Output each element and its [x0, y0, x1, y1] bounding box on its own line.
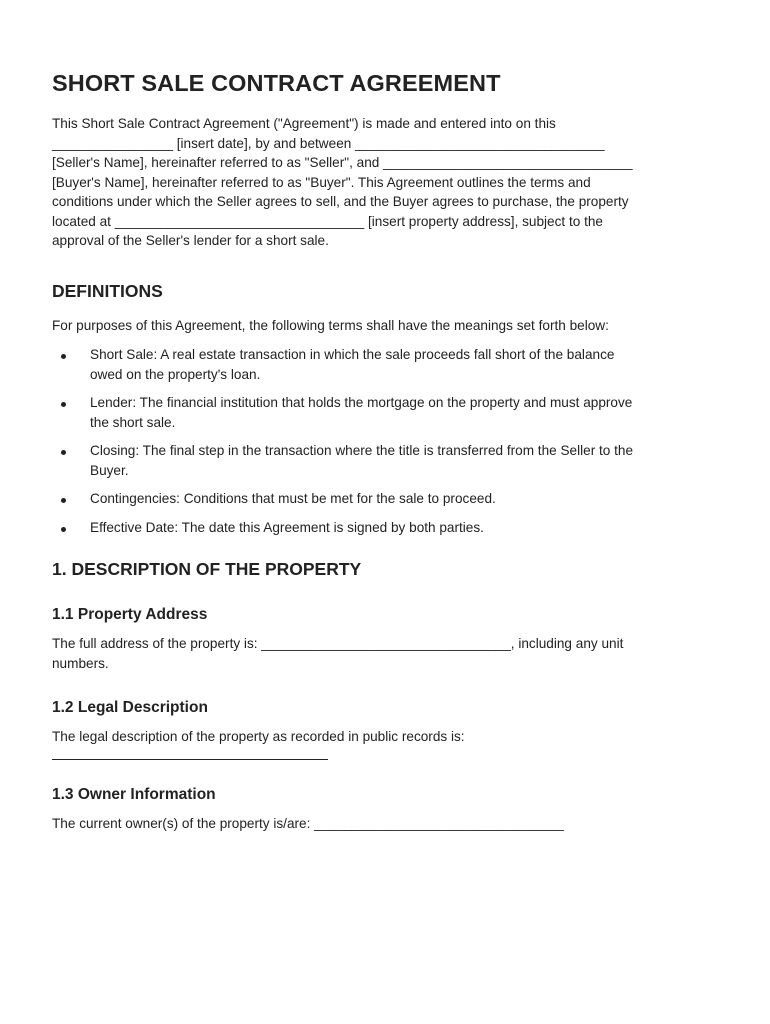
section-1-heading: 1. DESCRIPTION OF THE PROPERTY	[52, 559, 362, 579]
intro-line: ________________ [insert date], by and between _________________________________	[52, 135, 605, 151]
property-address-text	[52, 634, 722, 673]
legal-description-subsection	[52, 699, 722, 760]
list-item	[52, 393, 722, 432]
property-address-heading: 1.1 Property Address	[52, 606, 208, 623]
intro-line: approval of the Seller's lender for a short sale.	[52, 233, 329, 248]
property-address-line: The full address of the property is: _________________________________, including any unit	[52, 636, 624, 651]
definitions-section	[52, 281, 722, 538]
owner-information-subsection	[52, 786, 722, 834]
legal-description-blank-line	[52, 747, 328, 760]
definition-line: Short Sale: A real estate transaction in which the sale proceeds fall short of the balance	[90, 347, 615, 362]
property-description-section	[52, 559, 722, 833]
bullet-icon	[61, 450, 66, 455]
list-item	[52, 345, 722, 384]
intro-line: This Short Sale Contract Agreement ("Agreement") is made and entered into on this	[52, 116, 556, 131]
definition-line: Buyer.	[90, 462, 129, 478]
owner-information-heading: 1.3 Owner Information	[52, 785, 216, 803]
definition-line: Effective Date: The date this Agreement is signed by both parties.	[90, 519, 484, 535]
bullet-icon	[61, 527, 66, 532]
list-item	[52, 441, 722, 480]
definitions-lead: For purposes of this Agreement, the following terms shall have the meanings set forth below:	[52, 317, 609, 333]
definition-line: the short sale.	[90, 414, 176, 430]
intro-line: conditions under which the Seller agrees to sell, and the Buyer agrees to purchase, the property	[52, 194, 629, 209]
definitions-heading: DEFINITIONS	[52, 280, 163, 301]
definition-line: Closing: The final step in the transaction where the title is transferred from the Seller to the	[90, 443, 634, 458]
definition-line: Lender: The financial institution that holds the mortgage on the property and must approve	[90, 395, 633, 410]
property-address-line: numbers.	[52, 655, 109, 671]
legal-description-heading: 1.2 Legal Description	[52, 699, 208, 716]
legal-description-text: The legal description of the property as recorded in public records is:	[52, 729, 465, 744]
property-address-subsection	[52, 606, 722, 673]
bullet-icon	[61, 402, 66, 407]
definition-line: owed on the property's loan.	[90, 366, 261, 382]
bullet-icon	[61, 498, 66, 503]
intro-line: located at _________________________________ [insert property address], subject to the	[52, 213, 603, 229]
definitions-list	[52, 345, 722, 537]
intro-line: [Buyer's Name], hereinafter referred to as "Buyer". This Agreement outlines the terms and	[52, 174, 591, 190]
document-title: SHORT SALE CONTRACT AGREEMENT	[52, 70, 501, 96]
intro-paragraph	[52, 114, 722, 251]
intro-line: [Seller's Name], hereinafter referred to as "Seller", and _________________________________	[52, 155, 633, 170]
definition-line: Contingencies: Conditions that must be met for the sale to proceed.	[90, 491, 496, 506]
owner-information-text: The current owner(s) of the property is/are: _________________________________	[52, 815, 564, 831]
document-page	[52, 70, 722, 833]
list-item	[52, 489, 722, 509]
bullet-icon	[61, 354, 66, 359]
list-item	[52, 518, 722, 538]
